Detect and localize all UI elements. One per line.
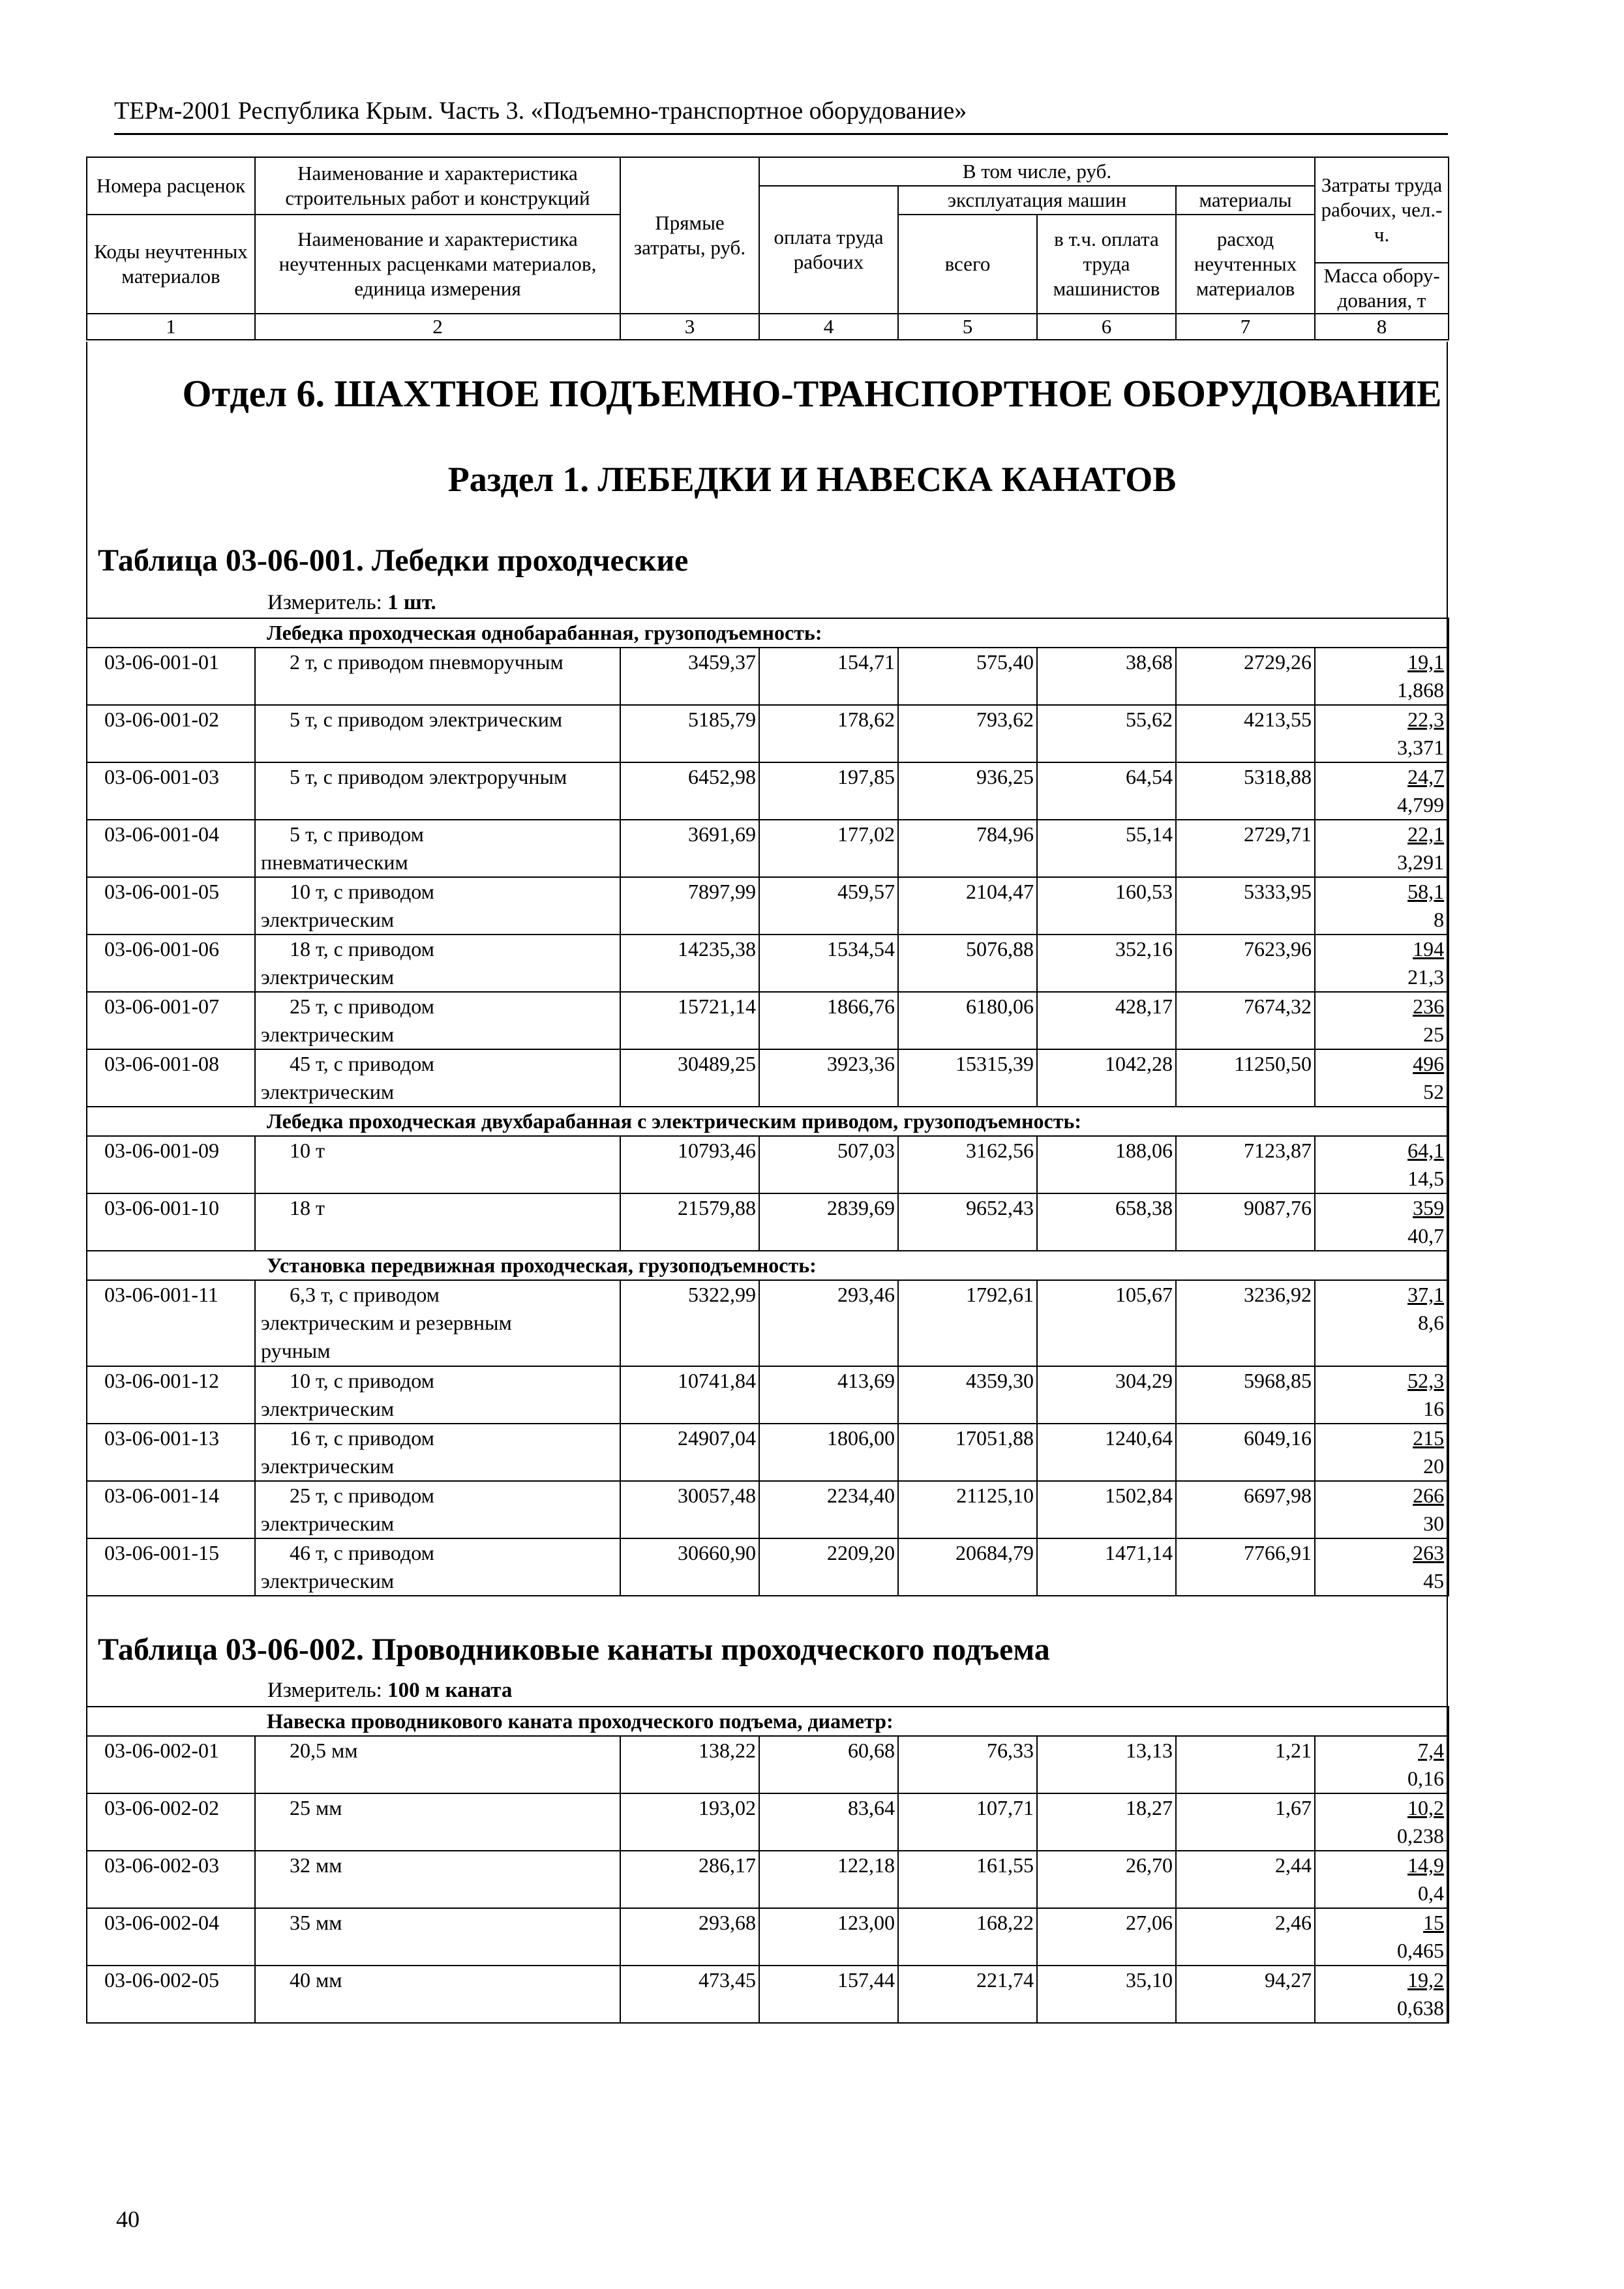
- work-name-line: электрическим: [261, 908, 395, 931]
- rate-code: 03-06-001-15: [87, 1538, 255, 1596]
- header-machines-total: всего: [898, 215, 1037, 314]
- work-name: [255, 1793, 620, 1851]
- operator-pay: 55,14: [1037, 820, 1176, 877]
- unit-value: 100 м каната: [387, 1679, 513, 1702]
- labor-and-mass: [1315, 762, 1449, 820]
- table-row: [87, 1908, 1449, 1966]
- equipment-mass: 3,291: [1397, 850, 1445, 874]
- labor-costs: 24,7: [1407, 765, 1445, 788]
- header-worker-pay: оплата труда рабочих: [759, 186, 898, 314]
- machines-total: 1792,61: [898, 1280, 1037, 1366]
- direct-costs: 5322,99: [620, 1280, 759, 1366]
- labor-and-mass: [1315, 1538, 1449, 1596]
- equipment-mass: 8,6: [1418, 1311, 1445, 1334]
- table-row: [87, 1280, 1449, 1366]
- rate-code: 03-06-001-11: [87, 1280, 255, 1366]
- equipment-mass: 52: [1423, 1080, 1445, 1103]
- operator-pay: 18,27: [1037, 1793, 1176, 1851]
- equipment-mass: 0,16: [1407, 1767, 1445, 1790]
- table-row: [87, 1736, 1449, 1793]
- header-col-number: 7: [1176, 314, 1315, 340]
- labor-and-mass: [1315, 1049, 1449, 1107]
- worker-pay: 1866,76: [759, 992, 898, 1049]
- work-name-line: ручным: [261, 1339, 331, 1362]
- table-row: [87, 1424, 1449, 1481]
- machines-total: 9652,43: [898, 1193, 1037, 1251]
- labor-and-mass: [1315, 820, 1449, 877]
- rate-code: 03-06-001-07: [87, 992, 255, 1049]
- materials: 2,44: [1176, 1851, 1315, 1908]
- work-name: [255, 1908, 620, 1966]
- machines-total: 20684,79: [898, 1538, 1037, 1596]
- labor-costs: 359: [1413, 1196, 1445, 1219]
- labor-costs: 10,2: [1407, 1796, 1445, 1819]
- rate-code: 03-06-001-12: [87, 1366, 255, 1424]
- header-col-number: 2: [255, 314, 620, 340]
- work-name-line: 25 мм: [290, 1796, 342, 1819]
- operator-pay: 64,54: [1037, 762, 1176, 820]
- table-row: [87, 648, 1449, 705]
- worker-pay: 123,00: [759, 1908, 898, 1966]
- materials: 6049,16: [1176, 1424, 1315, 1481]
- worker-pay: 178,62: [759, 705, 898, 762]
- equipment-mass: 40,7: [1407, 1224, 1445, 1248]
- work-name-line: 32 мм: [290, 1853, 342, 1877]
- table1-unit: [267, 591, 436, 615]
- work-name: [255, 1366, 620, 1424]
- materials: 7766,91: [1176, 1538, 1315, 1596]
- work-name-line: 20,5 мм: [290, 1739, 358, 1762]
- operator-pay: 428,17: [1037, 992, 1176, 1049]
- header-col-number: 4: [759, 314, 898, 340]
- direct-costs: 10793,46: [620, 1136, 759, 1193]
- labor-costs: 52,3: [1407, 1369, 1445, 1392]
- work-name-line: 5 т, с приводом: [290, 822, 424, 846]
- group-row: [87, 1707, 1449, 1736]
- machines-total: 161,55: [898, 1851, 1037, 1908]
- table-row: [87, 1793, 1449, 1851]
- machines-total: 5076,88: [898, 935, 1037, 992]
- worker-pay: 1806,00: [759, 1424, 898, 1481]
- table-row: [87, 1136, 1449, 1193]
- labor-costs: 236: [1413, 995, 1445, 1018]
- table-row: [87, 1049, 1449, 1107]
- table2-title: Таблица 03-06-002. Проводниковые канаты проходческого подъема: [98, 1632, 1050, 1667]
- table-row: [87, 992, 1449, 1049]
- header-col-number: 8: [1315, 314, 1449, 340]
- labor-costs: 22,1: [1407, 822, 1445, 846]
- running-head: ТЕРм-2001 Республика Крым. Часть 3. «Подъемно-транспортное оборудование»: [114, 97, 967, 125]
- worker-pay: 507,03: [759, 1136, 898, 1193]
- work-name-line: 6,3 т, с приводом: [290, 1283, 440, 1306]
- machines-total: 168,22: [898, 1908, 1037, 1966]
- rate-code: 03-06-001-05: [87, 877, 255, 935]
- worker-pay: 3923,36: [759, 1049, 898, 1107]
- operator-pay: 1240,64: [1037, 1424, 1176, 1481]
- labor-costs: 58,1: [1407, 880, 1445, 903]
- unit-value: 1 шт.: [387, 591, 436, 614]
- header-direct-costs: Прямые затраты, руб.: [620, 157, 759, 314]
- labor-and-mass: [1315, 648, 1449, 705]
- labor-costs: 496: [1413, 1052, 1445, 1075]
- rate-code: 03-06-001-13: [87, 1424, 255, 1481]
- header-material-codes: Коды неучтенных материалов: [87, 215, 255, 314]
- rate-code: 03-06-002-04: [87, 1908, 255, 1966]
- unit-label: Измеритель:: [267, 1679, 382, 1702]
- operator-pay: 352,16: [1037, 935, 1176, 992]
- rate-code: 03-06-001-03: [87, 762, 255, 820]
- direct-costs: 30489,25: [620, 1049, 759, 1107]
- group-heading: Установка передвижная проходческая, грузоподъемность:: [87, 1251, 1449, 1280]
- header-col-number: 5: [898, 314, 1037, 340]
- direct-costs: 5185,79: [620, 705, 759, 762]
- materials: 7623,96: [1176, 935, 1315, 992]
- work-name-line: 45 т, с приводом: [290, 1052, 434, 1075]
- work-name: [255, 1424, 620, 1481]
- rate-code: 03-06-001-06: [87, 935, 255, 992]
- machines-total: 3162,56: [898, 1136, 1037, 1193]
- operator-pay: 38,68: [1037, 648, 1176, 705]
- direct-costs: 24907,04: [620, 1424, 759, 1481]
- work-name-line: 2 т, с приводом пневморучным: [290, 650, 564, 674]
- unit-label: Измеритель:: [267, 591, 382, 614]
- operator-pay: 160,53: [1037, 877, 1176, 935]
- work-name-line: 10 т, с приводом: [290, 1369, 434, 1392]
- equipment-mass: 8: [1434, 908, 1445, 931]
- work-name-line: электрическим: [261, 1023, 395, 1046]
- work-name-line: 10 т: [290, 1139, 325, 1162]
- labor-and-mass: [1315, 1136, 1449, 1193]
- header-col-number: 6: [1037, 314, 1176, 340]
- labor-costs: 19,1: [1407, 650, 1445, 674]
- labor-and-mass: [1315, 1280, 1449, 1366]
- operator-pay: 13,13: [1037, 1736, 1176, 1793]
- labor-and-mass: [1315, 1908, 1449, 1966]
- work-name-line: 16 т, с приводом: [290, 1426, 434, 1450]
- direct-costs: 293,68: [620, 1908, 759, 1966]
- machines-total: 4359,30: [898, 1366, 1037, 1424]
- machines-total: 575,40: [898, 648, 1037, 705]
- operator-pay: 1502,84: [1037, 1481, 1176, 1538]
- table-row: [87, 1966, 1449, 2023]
- rate-code: 03-06-002-02: [87, 1793, 255, 1851]
- rate-code: 03-06-002-05: [87, 1966, 255, 2023]
- work-name-line: электрическим: [261, 1512, 395, 1535]
- work-name-line: 10 т, с приводом: [290, 880, 434, 903]
- worker-pay: 413,69: [759, 1366, 898, 1424]
- materials: 11250,50: [1176, 1049, 1315, 1107]
- materials: 5333,95: [1176, 877, 1315, 935]
- labor-and-mass: [1315, 877, 1449, 935]
- table-row: [87, 705, 1449, 762]
- labor-costs: 7,4: [1418, 1739, 1445, 1762]
- group-heading: Лебедка проходческая однобарабанная, грузоподъемность:: [87, 618, 1449, 648]
- materials: 2729,71: [1176, 820, 1315, 877]
- materials: 5968,85: [1176, 1366, 1315, 1424]
- operator-pay: 105,67: [1037, 1280, 1176, 1366]
- work-name: [255, 1049, 620, 1107]
- worker-pay: 60,68: [759, 1736, 898, 1793]
- header-operator-pay: в т.ч. оплата труда машинистов: [1037, 215, 1176, 314]
- equipment-mass: 21,3: [1407, 965, 1445, 989]
- work-name-line: электрическим: [261, 1397, 395, 1420]
- table2-unit: [267, 1679, 512, 1703]
- equipment-mass: 45: [1423, 1569, 1445, 1593]
- header-material-consumption: расход неучтенных материалов: [1176, 215, 1315, 314]
- machines-total: 76,33: [898, 1736, 1037, 1793]
- equipment-mass: 0,4: [1418, 1881, 1445, 1905]
- rate-code: 03-06-002-01: [87, 1736, 255, 1793]
- worker-pay: 2209,20: [759, 1538, 898, 1596]
- group-heading: Лебедка проходческая двухбарабанная с электрическим приводом, грузоподъемность:: [87, 1107, 1449, 1136]
- equipment-mass: 3,371: [1397, 736, 1445, 759]
- direct-costs: 193,02: [620, 1793, 759, 1851]
- direct-costs: 10741,84: [620, 1366, 759, 1424]
- table-row: [87, 762, 1449, 820]
- labor-and-mass: [1315, 1481, 1449, 1538]
- header-labor-costs: Затраты труда рабочих, чел.-ч.: [1315, 157, 1449, 263]
- materials: 4213,55: [1176, 705, 1315, 762]
- table-row: [87, 935, 1449, 992]
- labor-and-mass: [1315, 1966, 1449, 2023]
- operator-pay: 27,06: [1037, 1908, 1176, 1966]
- worker-pay: 1534,54: [759, 935, 898, 992]
- equipment-mass: 30: [1423, 1512, 1445, 1535]
- labor-and-mass: [1315, 1424, 1449, 1481]
- work-name: [255, 705, 620, 762]
- operator-pay: 26,70: [1037, 1851, 1176, 1908]
- direct-costs: 30057,48: [620, 1481, 759, 1538]
- labor-costs: 15: [1423, 1911, 1445, 1934]
- operator-pay: 1042,28: [1037, 1049, 1176, 1107]
- machines-total: 17051,88: [898, 1424, 1037, 1481]
- work-name: [255, 877, 620, 935]
- direct-costs: 138,22: [620, 1736, 759, 1793]
- operator-pay: 55,62: [1037, 705, 1176, 762]
- header-col-number: 1: [87, 314, 255, 340]
- header-materials: материалы: [1176, 186, 1315, 215]
- machines-total: 21125,10: [898, 1481, 1037, 1538]
- worker-pay: 459,57: [759, 877, 898, 935]
- work-name: [255, 762, 620, 820]
- labor-and-mass: [1315, 1366, 1449, 1424]
- equipment-mass: 0,638: [1397, 1996, 1445, 2020]
- operator-pay: 658,38: [1037, 1193, 1176, 1251]
- work-name: [255, 1193, 620, 1251]
- materials: 6697,98: [1176, 1481, 1315, 1538]
- work-name-line: электрическим и резервным: [261, 1311, 512, 1334]
- rate-code: 03-06-001-08: [87, 1049, 255, 1107]
- header-work-name: Наименование и характеристика строительных работ и конструкций: [255, 157, 620, 215]
- work-name-line: электрическим: [261, 1080, 395, 1103]
- worker-pay: 2234,40: [759, 1481, 898, 1538]
- group-row: [87, 618, 1449, 648]
- materials: 3236,92: [1176, 1280, 1315, 1366]
- rate-code: 03-06-001-01: [87, 648, 255, 705]
- rate-code: 03-06-002-03: [87, 1851, 255, 1908]
- worker-pay: 2839,69: [759, 1193, 898, 1251]
- header-rate-numbers: Номера расценок: [87, 157, 255, 215]
- table-row: [87, 1193, 1449, 1251]
- operator-pay: 1471,14: [1037, 1538, 1176, 1596]
- work-name: [255, 1136, 620, 1193]
- work-name-line: 46 т, с приводом: [290, 1541, 434, 1564]
- table1-body: [86, 618, 1449, 1596]
- rate-code: 03-06-001-10: [87, 1193, 255, 1251]
- equipment-mass: 1,868: [1397, 678, 1445, 702]
- group-row: [87, 1251, 1449, 1280]
- materials: 7674,32: [1176, 992, 1315, 1049]
- machines-total: 221,74: [898, 1966, 1037, 2023]
- operator-pay: 304,29: [1037, 1366, 1176, 1424]
- work-name: [255, 1280, 620, 1366]
- direct-costs: 14235,38: [620, 935, 759, 992]
- worker-pay: 157,44: [759, 1966, 898, 2023]
- materials: 94,27: [1176, 1966, 1315, 2023]
- materials: 9087,76: [1176, 1193, 1315, 1251]
- header-col-number: 3: [620, 314, 759, 340]
- labor-costs: 37,1: [1407, 1283, 1445, 1306]
- machines-total: 784,96: [898, 820, 1037, 877]
- machines-total: 936,25: [898, 762, 1037, 820]
- header-machine-operation: эксплуатация машин: [898, 186, 1176, 215]
- worker-pay: 293,46: [759, 1280, 898, 1366]
- work-name-line: 25 т, с приводом: [290, 1484, 434, 1507]
- labor-and-mass: [1315, 1193, 1449, 1251]
- table-row: [87, 1481, 1449, 1538]
- direct-costs: 15721,14: [620, 992, 759, 1049]
- equipment-mass: 20: [1423, 1454, 1445, 1478]
- materials: 5318,88: [1176, 762, 1315, 820]
- equipment-mass: 25: [1423, 1023, 1445, 1046]
- column-header-table: [86, 157, 1449, 340]
- work-name: [255, 992, 620, 1049]
- work-name-line: 18 т, с приводом: [290, 937, 434, 961]
- work-name-line: 25 т, с приводом: [290, 995, 434, 1018]
- labor-costs: 215: [1413, 1426, 1445, 1450]
- labor-and-mass: [1315, 1793, 1449, 1851]
- labor-and-mass: [1315, 992, 1449, 1049]
- worker-pay: 83,64: [759, 1793, 898, 1851]
- machines-total: 107,71: [898, 1793, 1037, 1851]
- work-name-line: 35 мм: [290, 1911, 342, 1934]
- direct-costs: 473,45: [620, 1966, 759, 2023]
- worker-pay: 177,02: [759, 820, 898, 877]
- direct-costs: 3691,69: [620, 820, 759, 877]
- labor-and-mass: [1315, 705, 1449, 762]
- group-heading: Навеска проводникового каната проходческого подъема, диаметр:: [87, 1707, 1449, 1736]
- group-row: [87, 1107, 1449, 1136]
- direct-costs: 30660,90: [620, 1538, 759, 1596]
- worker-pay: 122,18: [759, 1851, 898, 1908]
- machines-total: 793,62: [898, 705, 1037, 762]
- work-name-line: электрическим: [261, 1569, 395, 1593]
- work-name-line: электрическим: [261, 965, 395, 989]
- work-name-line: пневматическим: [261, 850, 408, 874]
- rate-code: 03-06-001-09: [87, 1136, 255, 1193]
- labor-and-mass: [1315, 1736, 1449, 1793]
- header-rule: [114, 133, 1448, 135]
- labor-costs: 22,3: [1407, 708, 1445, 731]
- materials: 1,67: [1176, 1793, 1315, 1851]
- operator-pay: 35,10: [1037, 1966, 1176, 2023]
- work-name: [255, 648, 620, 705]
- work-name: [255, 935, 620, 992]
- table1-title: Таблица 03-06-001. Лебедки проходческие: [98, 543, 689, 578]
- work-name-line: 5 т, с приводом электроручным: [290, 765, 567, 788]
- header-including: В том числе, руб.: [759, 157, 1315, 186]
- labor-and-mass: [1315, 1851, 1449, 1908]
- operator-pay: 188,06: [1037, 1136, 1176, 1193]
- direct-costs: 21579,88: [620, 1193, 759, 1251]
- machines-total: 15315,39: [898, 1049, 1037, 1107]
- header-equipment-mass: Масса обору-дования, т: [1315, 263, 1449, 314]
- section-title: Раздел 1. ЛЕБЕДКИ И НАВЕСКА КАНАТОВ: [447, 460, 1177, 499]
- worker-pay: 154,71: [759, 648, 898, 705]
- materials: 2729,26: [1176, 648, 1315, 705]
- page-number: 40: [116, 2206, 140, 2232]
- equipment-mass: 14,5: [1407, 1167, 1445, 1190]
- work-name-line: 18 т: [290, 1196, 325, 1219]
- work-name: [255, 1481, 620, 1538]
- direct-costs: 3459,37: [620, 648, 759, 705]
- table2-body: [86, 1706, 1449, 2024]
- labor-costs: 14,9: [1407, 1853, 1445, 1877]
- direct-costs: 6452,98: [620, 762, 759, 820]
- machines-total: 2104,47: [898, 877, 1037, 935]
- materials: 1,21: [1176, 1736, 1315, 1793]
- work-name: [255, 1736, 620, 1793]
- labor-costs: 194: [1413, 937, 1445, 961]
- work-name: [255, 1966, 620, 2023]
- machines-total: 6180,06: [898, 992, 1037, 1049]
- work-name: [255, 1851, 620, 1908]
- table-row: [87, 820, 1449, 877]
- direct-costs: 7897,99: [620, 877, 759, 935]
- rate-code: 03-06-001-02: [87, 705, 255, 762]
- table-row: [87, 1538, 1449, 1596]
- equipment-mass: 4,799: [1397, 793, 1445, 816]
- department-title: Отдел 6. ШАХТНОЕ ПОДЪЕМНО-ТРАНСПОРТНОЕ ОБОРУДОВАНИЕ: [182, 372, 1442, 415]
- labor-costs: 64,1: [1407, 1139, 1445, 1162]
- table-row: [87, 1366, 1449, 1424]
- worker-pay: 197,85: [759, 762, 898, 820]
- table-row: [87, 1851, 1449, 1908]
- labor-costs: 19,2: [1407, 1968, 1445, 1992]
- materials: 7123,87: [1176, 1136, 1315, 1193]
- equipment-mass: 16: [1423, 1397, 1445, 1420]
- table-row: [87, 877, 1449, 935]
- equipment-mass: 0,238: [1397, 1824, 1445, 1848]
- labor-and-mass: [1315, 935, 1449, 992]
- rate-code: 03-06-001-14: [87, 1481, 255, 1538]
- rate-code: 03-06-001-04: [87, 820, 255, 877]
- equipment-mass: 0,465: [1397, 1939, 1445, 1962]
- header-material-names: Наименование и характеристика неучтенных расценками материалов, единица измерения: [255, 215, 620, 314]
- work-name-line: 40 мм: [290, 1968, 342, 1992]
- labor-costs: 263: [1413, 1541, 1445, 1564]
- materials: 2,46: [1176, 1908, 1315, 1966]
- labor-costs: 266: [1413, 1484, 1445, 1507]
- work-name: [255, 820, 620, 877]
- work-name: [255, 1538, 620, 1596]
- direct-costs: 286,17: [620, 1851, 759, 1908]
- work-name-line: электрическим: [261, 1454, 395, 1478]
- work-name-line: 5 т, с приводом электрическим: [290, 708, 563, 731]
